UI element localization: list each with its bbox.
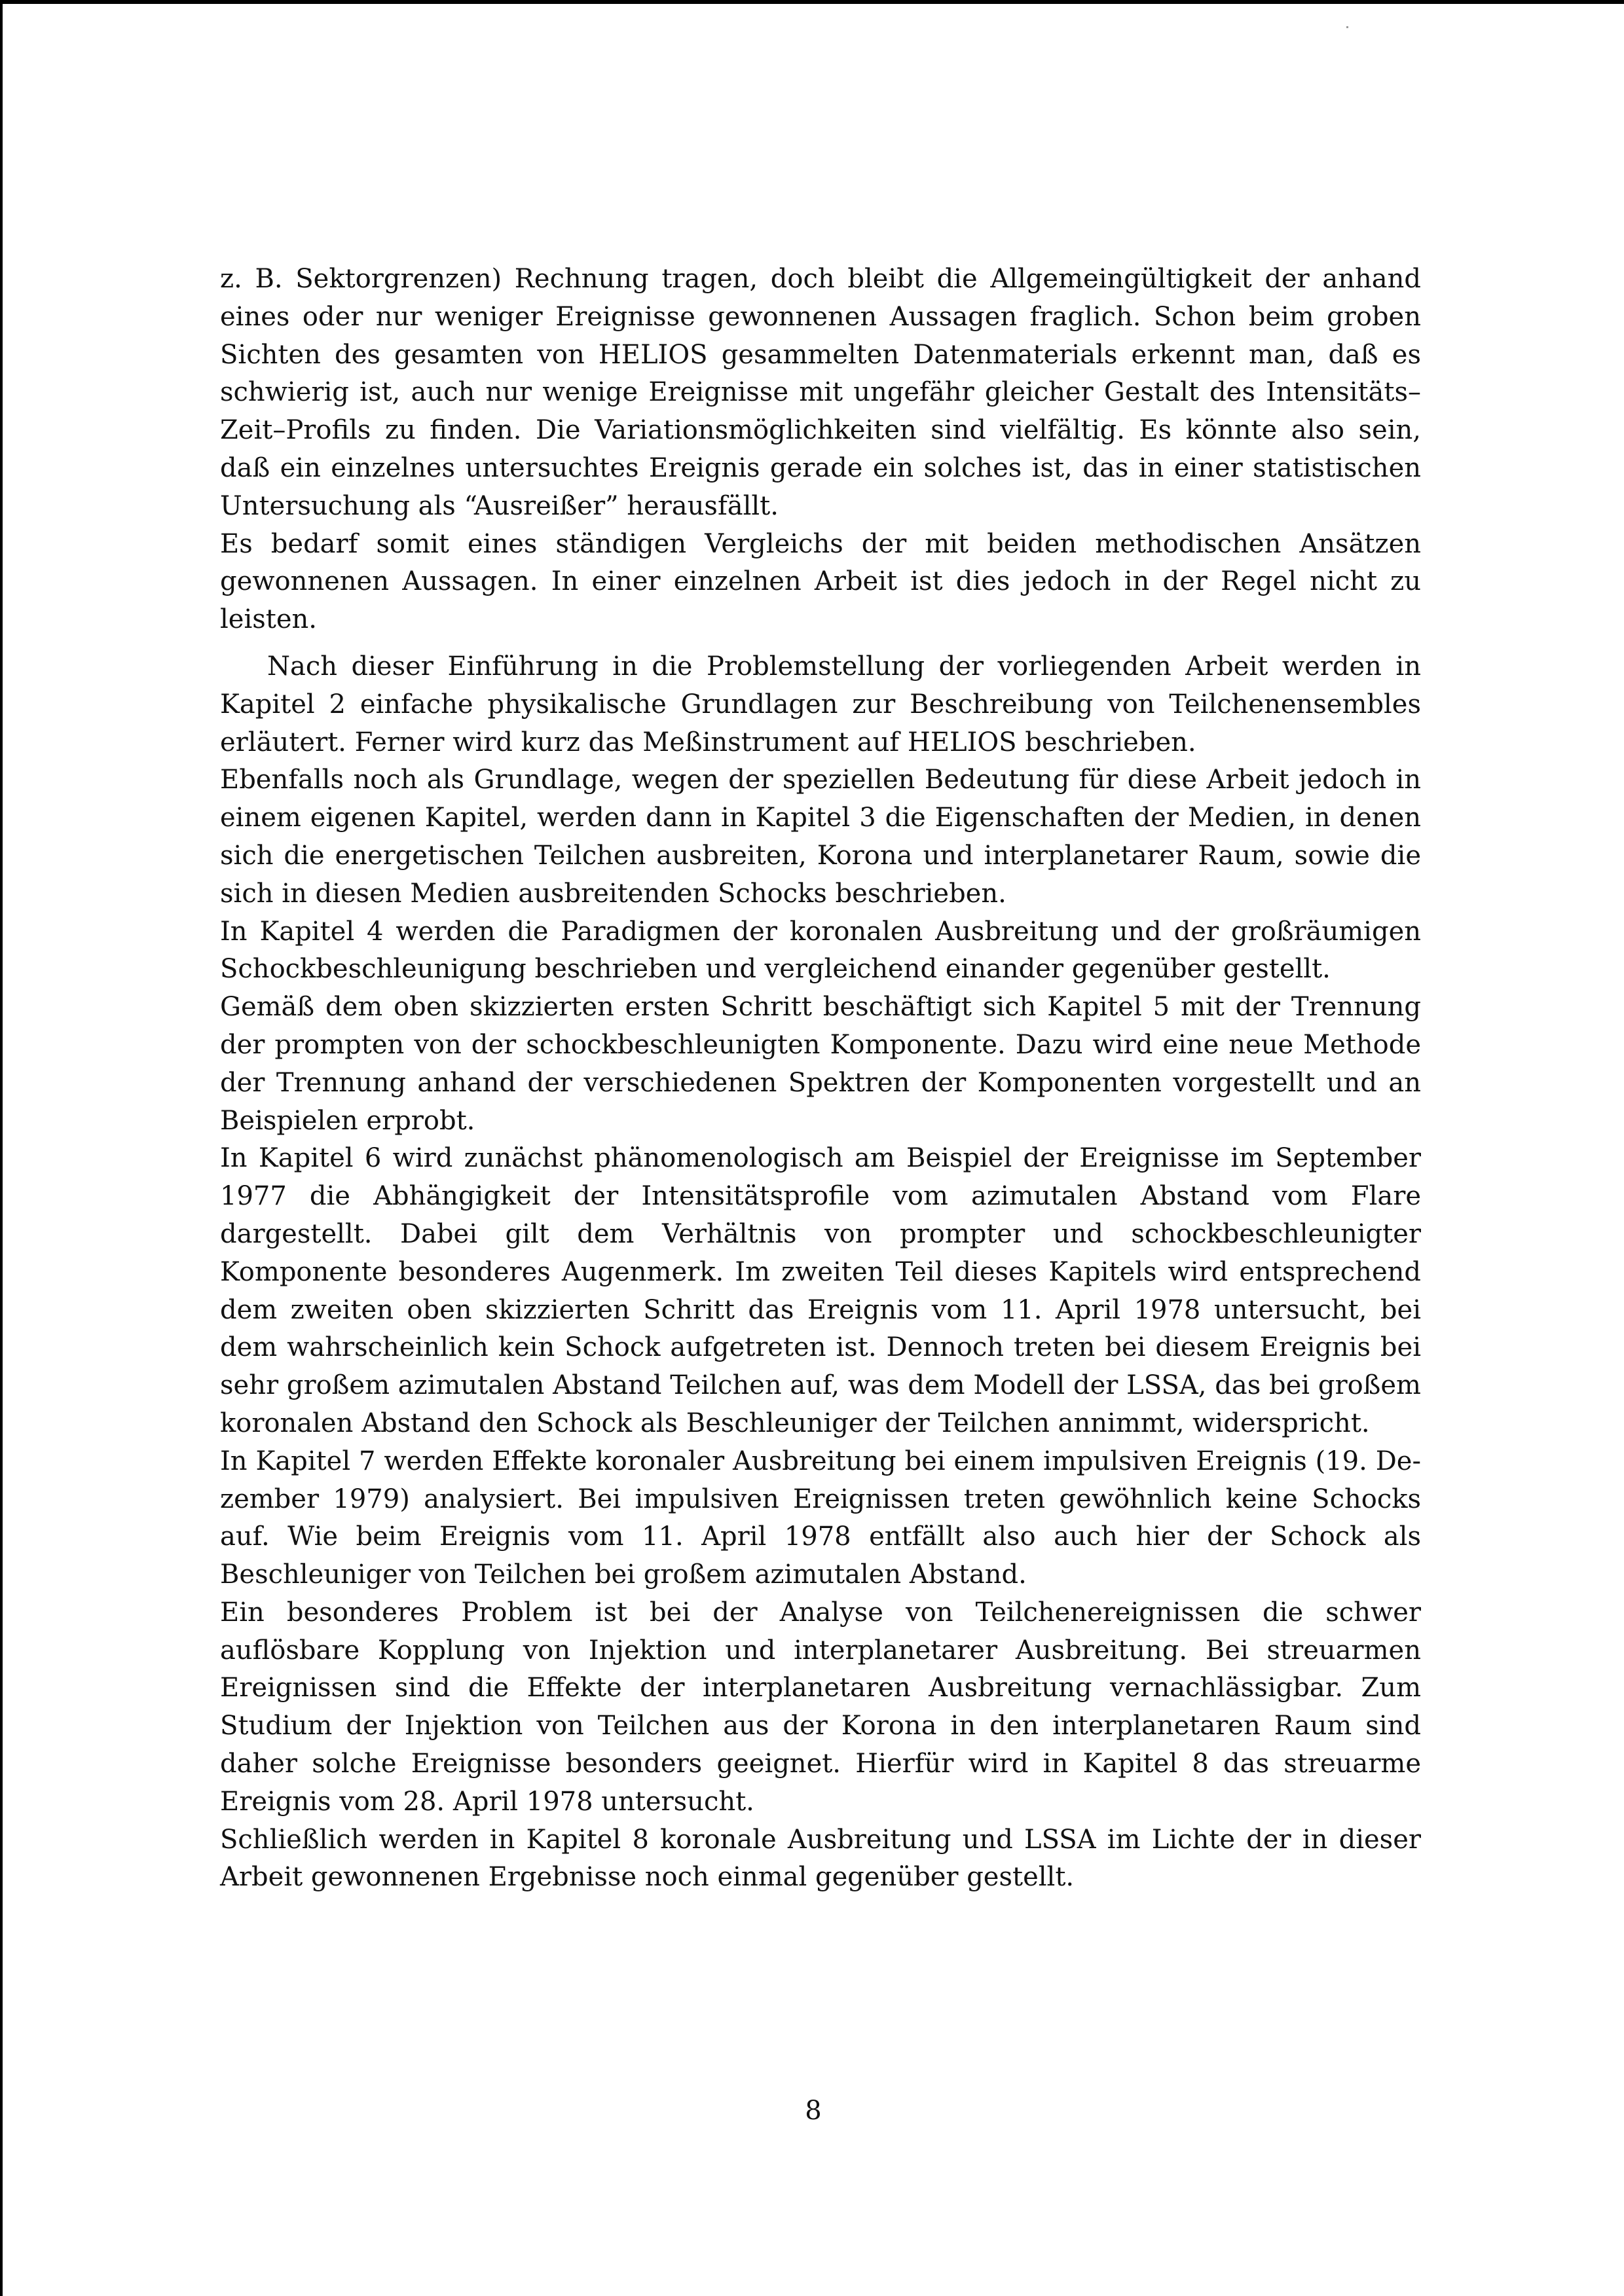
document-page [3,4,1624,2296]
paragraph-kapitel-8: Ein besonderes Problem ist bei der Analyse von Teilchenereignissen die schwer auflösbare Kopplung von Injektion und interplanetarer Ausbreitung. Bei streuarmen Ereignissen sind die Effekte der interplanetaren Ausbreitung vernachlässigbar. Zum Studium der Injektion von Teilchen aus der Korona in den interplanetaren Raum sind daher solche Ereignisse besonders geeignet. Hierfür wird in Kapitel 8 das streuarme Ereignis vom 28. April 1978 untersucht. [220,1597,1421,1817]
scan-speck [1346,26,1348,28]
paragraph-sektorgrenzen: z. B. Sektorgrenzen) Rechnung tragen, doch bleibt die Allgemeingültigkeit der anhand eines oder nur weniger Ereignisse gewonnenen Aussagen fraglich. Schon beim groben Sichten des gesamten von HELIOS gesammelten Datenmaterials erkennt man, daß es schwierig ist, auch nur wenige Ereignisse mit ungefähr gleicher Gestalt des Intensitäts–Zeit–Profils zu finden. Die Variationsmöglichkeiten sind vielfältig. Es könnte also sein, daß ein einzelnes untersuchtes Ereignis gerade ein solches ist, das in einer statistischen Untersuchung als “Ausreißer” herausfällt. [220,264,1421,521]
paragraph-kapitel-4: In Kapitel 4 werden die Paradigmen der koronalen Ausbreitung und der großräumigen Schockbeschleunigung beschrieben und vergleichend einander gegenüber gestellt. [220,916,1421,985]
paragraph-schluss: Schließlich werden in Kapitel 8 koronale Ausbreitung und LSSA im Lichte der in dieser Arbeit gewonnenen Ergebnisse noch einmal gegenüber gestellt. [220,1824,1421,1893]
paragraph-kapitel-6: In Kapitel 6 wird zunächst phänomenologisch am Beispiel der Ereignisse im September 1977 die Abhängigkeit der Intensitätsprofile vom azimutalen Abstand vom Flare dargestellt. Dabei gilt dem Verhältnis von prompter und schockbeschleunigter Komponente besonderes Augenmerk. Im zweiten Teil dieses Kapitels wird entsprechend dem zweiten oben skizzierten Schritt das Ereignis vom 11. April 1978 untersucht, bei dem wahrscheinlich kein Schock aufgetreten ist. Dennoch treten bei diesem Ereignis bei sehr großem azimutalen Abstand Teilchen auf, was dem Modell der LSSA, das bei großem koronalen Abstand den Schock als Beschleuniger der Teilchen annimmt, widerspricht. [220,1143,1421,1438]
paragraph-kapitel-3: Ebenfalls noch als Grundlage, wegen der speziellen Bedeutung für diese Arbeit jedoch in einem eigenen Kapitel, werden dann in Kapitel 3 die Eigenschaften der Medien, in denen sich die energetischen Teilchen ausbreiten, Korona und interplanetarer Raum, sowie die sich in diesen Medien ausbreitenden Schocks beschrieben. [220,765,1421,909]
body-text [220,261,1421,1897]
paragraph-vergleich: Es bedarf somit eines ständigen Vergleichs der mit beiden methodischen Ansätzen gewonnenen Aussagen. In einer einzelnen Arbeit ist dies jedoch in der Regel nicht zu leisten. [220,528,1421,635]
page-number: 8 [805,2096,822,2126]
paragraph-einfuehrung: Nach dieser Einführung in die Problemstellung der vorliegenden Arbeit werden in Kapitel 2 einfache physikalische Grundlagen zur Beschreibung von Teilchenensembles erläutert. Ferner wird kurz das Meßinstrument auf HELIOS beschrieben. [220,651,1421,757]
paragraph-kapitel-5: Gemäß dem oben skizzierten ersten Schritt beschäftigt sich Kapitel 5 mit der Trennung der prompten von der schockbeschleunigten Komponente. Dazu wird eine neue Methode der Trennung anhand der verschiedenen Spektren der Komponenten vorgestellt und an Beispielen erprobt. [220,992,1421,1136]
paragraph-kapitel-7: In Kapitel 7 werden Effekte koronaler Ausbreitung bei einem impulsiven Ereignis (19. Dezember 1979) analysiert. Bei impulsiven Ereignissen treten gewöhnlich keine Schocks auf. Wie beim Ereignis vom 11. April 1978 entfällt also auch hier der Schock als Beschleuniger von Teilchen bei großem azimutalen Abstand. [220,1446,1421,1590]
